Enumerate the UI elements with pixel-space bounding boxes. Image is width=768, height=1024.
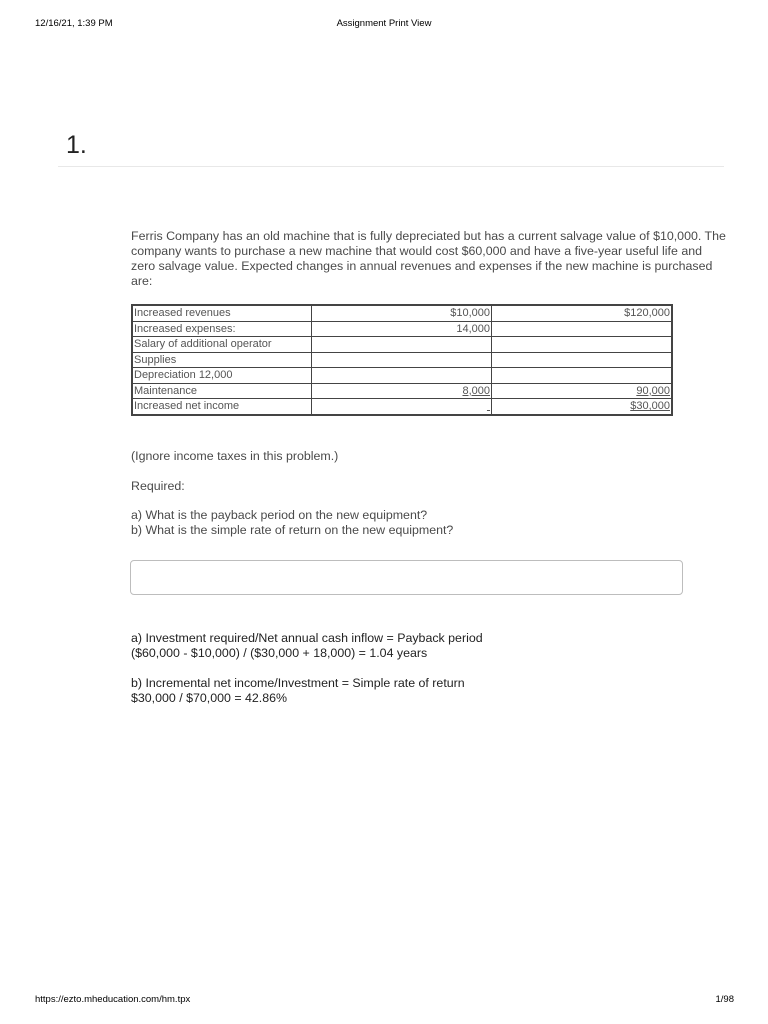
row-value-col3: [492, 352, 672, 368]
row-value-col3: $30,000: [492, 399, 672, 415]
problem-text: Ferris Company has an old machine that is fully depreciated but has a current salvage value of $10,000. The company wants to purchase a new machine that would cost $60,000 and have a five-year useful life and zero salvage value. Expected changes in annual revenues and expenses if the new machine is purchased are:: [131, 229, 726, 288]
table-row: [132, 399, 672, 415]
question-divider: [58, 166, 724, 167]
page-number: 1/98: [715, 994, 734, 1005]
print-date: 12/16/21, 1:39 PM: [35, 18, 113, 29]
row-value-col2: [312, 337, 492, 353]
row-label: Increased net income: [132, 399, 312, 415]
answer-b-line2: $30,000 / $70,000 = 42.86%: [131, 691, 288, 705]
table-row: [132, 352, 672, 368]
answer-b-line1: b) Incremental net income/Investment = Simple rate of return: [131, 676, 465, 690]
row-label: Increased revenues: [132, 305, 312, 321]
part-a: a) What is the payback period on the new equipment?: [131, 508, 428, 522]
row-value-col3: [492, 321, 672, 337]
row-label: Salary of additional operator: [132, 337, 312, 353]
table-row: [132, 305, 672, 321]
table-row: [132, 383, 672, 399]
print-header: [0, 18, 768, 32]
answer-a-line1: a) Investment required/Net annual cash inflow = Payback period: [131, 631, 483, 645]
row-label: Maintenance: [132, 383, 312, 399]
tax-note: (Ignore income taxes in this problem.): [131, 449, 339, 463]
footer-url: https://ezto.mheducation.com/hm.tpx: [35, 994, 191, 1005]
row-label: Increased expenses:: [132, 321, 312, 337]
row-value-col3: [492, 368, 672, 384]
underline-mark: [487, 400, 490, 412]
part-b: b) What is the simple rate of return on the new equipment?: [131, 523, 454, 537]
print-title: Assignment Print View: [336, 18, 432, 29]
required-label: Required: [131, 479, 182, 493]
row-value-col2: 14,000: [312, 321, 492, 337]
table-row: [132, 321, 672, 337]
row-value-col3: 90,000: [492, 383, 672, 399]
row-label: Depreciation 12,000: [132, 368, 312, 384]
table-row: [132, 337, 672, 353]
answer-explanation: [131, 631, 483, 706]
required-parts: [131, 508, 453, 538]
answer-a-line2: ($60,000 - $10,000) / ($30,000 + 18,000) = 1.04 years: [131, 646, 428, 660]
row-value-col2: [312, 368, 492, 384]
answer-input-box[interactable]: [130, 560, 683, 595]
row-value-col2: [312, 399, 492, 415]
row-value-col2: 8,000: [312, 383, 492, 399]
row-value-col3: $120,000: [492, 305, 672, 321]
table-row: [132, 368, 672, 384]
row-value-col2: [312, 352, 492, 368]
row-value-col3: [492, 337, 672, 353]
required-colon: :: [181, 479, 185, 493]
required-heading: [131, 479, 185, 493]
revenue-expense-table: [131, 304, 673, 416]
row-value-col2: $10,000: [312, 305, 492, 321]
row-label: Supplies: [132, 352, 312, 368]
question-number: 1.: [66, 131, 87, 159]
